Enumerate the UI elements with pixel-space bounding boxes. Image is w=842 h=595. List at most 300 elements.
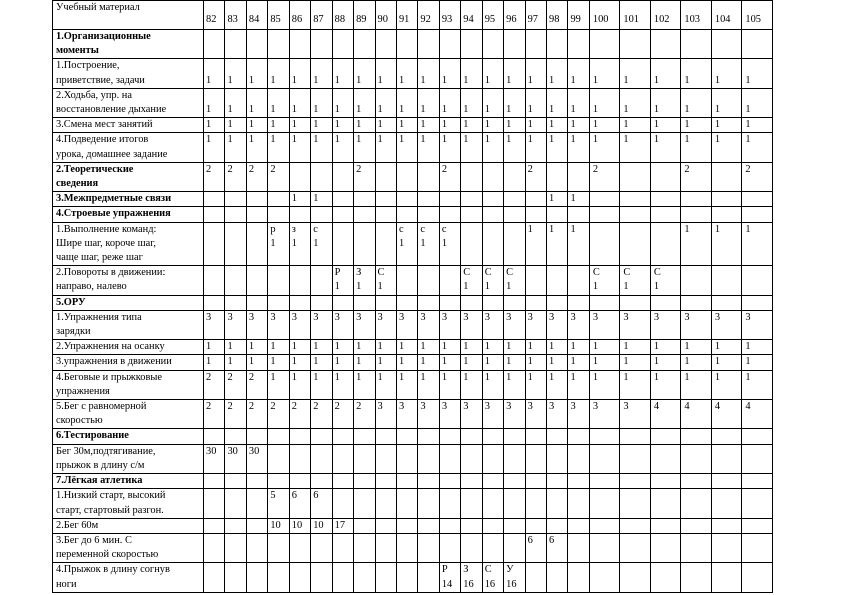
lesson-number: 85 [268, 1, 289, 30]
table-cell: 3 [568, 310, 589, 339]
table-cell: С 1 [375, 266, 396, 295]
table-cell: 1 [311, 355, 332, 370]
table-cell [332, 489, 353, 518]
table-cell: 2 [439, 162, 460, 191]
table-cell: 6 [525, 533, 546, 562]
table-cell: 1 [289, 118, 310, 133]
table-cell [461, 295, 482, 310]
table-cell [504, 295, 525, 310]
table-cell: 1 [711, 370, 742, 399]
table-cell: 3 [439, 310, 460, 339]
table-cell [620, 518, 651, 533]
table-cell: 1 [354, 88, 375, 117]
table-cell [711, 207, 742, 222]
table-cell: С 1 [504, 266, 525, 295]
table-cell: 3 [396, 310, 417, 339]
table-cell: 1 [681, 59, 712, 88]
table-cell: 1 [375, 118, 396, 133]
table-cell: с 1 [311, 222, 332, 266]
table-cell: 1 [547, 370, 568, 399]
table-cell [711, 444, 742, 473]
table-cell [742, 30, 773, 59]
table-cell: 2 [204, 370, 225, 399]
table-cell: 1 [332, 340, 353, 355]
table-cell [620, 429, 651, 444]
table-cell: 1 [375, 355, 396, 370]
table-cell [375, 429, 396, 444]
lesson-number: 104 [711, 1, 742, 30]
table-cell: 1 [711, 340, 742, 355]
section-row [53, 192, 773, 207]
table-cell: 1 [589, 59, 620, 88]
table-cell: 1 [681, 340, 712, 355]
table-cell: 1 [547, 88, 568, 117]
table-cell [482, 295, 503, 310]
table-cell [589, 222, 620, 266]
table-cell [332, 474, 353, 489]
table-cell: 1 [461, 118, 482, 133]
table-cell [650, 192, 681, 207]
table-cell: 2 [225, 400, 246, 429]
table-row [53, 518, 773, 533]
table-cell: 1 [620, 59, 651, 88]
table-row [53, 444, 773, 473]
table-cell: 1 [268, 59, 289, 88]
table-cell: 1 [461, 370, 482, 399]
row-label: 2.Упражнения на осанку [53, 340, 204, 355]
table-cell [311, 429, 332, 444]
table-cell: 1 [289, 88, 310, 117]
table-cell: 10 [289, 518, 310, 533]
table-cell [311, 207, 332, 222]
lesson-number: 95 [482, 1, 503, 30]
table-cell: 3 [246, 310, 267, 339]
table-cell: 1 [525, 133, 546, 162]
table-cell [650, 429, 681, 444]
table-cell: 1 [375, 370, 396, 399]
table-cell: 3 [225, 310, 246, 339]
table-cell [375, 474, 396, 489]
table-cell: 1 [396, 355, 417, 370]
table-cell: С 16 [482, 563, 503, 592]
table-cell [547, 266, 568, 295]
table-cell [246, 207, 267, 222]
table-cell [354, 533, 375, 562]
table-cell [332, 30, 353, 59]
table-cell: 30 [246, 444, 267, 473]
table-cell [204, 518, 225, 533]
table-cell [332, 444, 353, 473]
table-cell [620, 489, 651, 518]
table-cell [396, 518, 417, 533]
row-label: Бег 30м,подтягивание, прыжок в длину с/м [53, 444, 204, 473]
table-cell [504, 30, 525, 59]
table-cell: 1 [742, 59, 773, 88]
table-cell: 3 [482, 310, 503, 339]
table-cell [589, 429, 620, 444]
table-cell [650, 30, 681, 59]
table-cell [461, 474, 482, 489]
table-cell: 3 [589, 400, 620, 429]
table-cell [225, 489, 246, 518]
table-cell [289, 30, 310, 59]
table-cell [589, 192, 620, 207]
table-cell: 1 [620, 88, 651, 117]
table-cell [396, 533, 417, 562]
table-cell: 1 [439, 118, 460, 133]
table-cell [268, 207, 289, 222]
table-row [53, 563, 773, 592]
table-cell [589, 489, 620, 518]
table-cell: 3 [525, 400, 546, 429]
table-cell: 1 [650, 370, 681, 399]
table-cell [396, 295, 417, 310]
table-cell [418, 518, 439, 533]
lesson-number: 103 [681, 1, 712, 30]
table-cell: 3 [547, 310, 568, 339]
lesson-number: 93 [439, 1, 460, 30]
table-cell [289, 162, 310, 191]
table-row [53, 222, 773, 266]
table-cell: 1 [547, 192, 568, 207]
table-cell [589, 444, 620, 473]
table-cell [461, 518, 482, 533]
table-cell: 3 [711, 310, 742, 339]
table-cell [620, 222, 651, 266]
lesson-number: 88 [332, 1, 353, 30]
table-cell [681, 207, 712, 222]
table-cell [620, 444, 651, 473]
table-cell: 1 [568, 192, 589, 207]
table-cell [547, 429, 568, 444]
table-cell: 1 [568, 133, 589, 162]
table-cell [589, 295, 620, 310]
table-cell: 1 [311, 370, 332, 399]
lesson-number: 83 [225, 1, 246, 30]
table-cell: 1 [311, 340, 332, 355]
table-cell [589, 518, 620, 533]
table-cell: 1 [504, 370, 525, 399]
table-cell: 1 [311, 59, 332, 88]
table-cell: 1 [504, 133, 525, 162]
section-label: 3.Межпредметные связи [53, 192, 204, 207]
table-cell: 2 [225, 162, 246, 191]
table-cell: 3 [311, 310, 332, 339]
table-cell: З 1 [354, 266, 375, 295]
table-cell [375, 533, 396, 562]
table-cell [742, 192, 773, 207]
table-cell [396, 563, 417, 592]
table-cell: 1 [418, 355, 439, 370]
table-cell: Р 14 [439, 563, 460, 592]
row-label: 1.Упражнения типа зарядки [53, 310, 204, 339]
table-cell [439, 518, 460, 533]
table-cell [742, 266, 773, 295]
table-cell [354, 30, 375, 59]
lesson-number: 92 [418, 1, 439, 30]
table-cell [289, 444, 310, 473]
table-cell [332, 533, 353, 562]
table-cell: 3 [525, 310, 546, 339]
table-cell: 1 [525, 370, 546, 399]
table-cell [482, 162, 503, 191]
section-label: 5.ОРУ [53, 295, 204, 310]
table-cell: 2 [204, 162, 225, 191]
table-cell: 3 [547, 400, 568, 429]
table-cell [620, 563, 651, 592]
table-cell [246, 533, 267, 562]
table-cell: 1 [620, 370, 651, 399]
table-cell [246, 30, 267, 59]
table-cell [589, 563, 620, 592]
table-cell [681, 295, 712, 310]
table-cell: 3 [375, 400, 396, 429]
table-cell [504, 474, 525, 489]
section-row [53, 162, 773, 191]
table-cell [681, 192, 712, 207]
table-cell: 4 [681, 400, 712, 429]
section-row [53, 429, 773, 444]
table-cell: 1 [742, 222, 773, 266]
table-cell: 1 [311, 88, 332, 117]
table-cell: 1 [620, 355, 651, 370]
table-cell: 1 [246, 133, 267, 162]
table-cell: 1 [568, 340, 589, 355]
table-cell [311, 474, 332, 489]
table-cell [204, 429, 225, 444]
table-cell [268, 192, 289, 207]
table-cell: 1 [711, 355, 742, 370]
table-cell: 1 [461, 355, 482, 370]
table-cell [268, 266, 289, 295]
table-cell [742, 295, 773, 310]
table-cell: 2 [268, 162, 289, 191]
table-cell: 1 [681, 222, 712, 266]
table-cell [354, 429, 375, 444]
table-cell [375, 30, 396, 59]
table-cell [620, 30, 651, 59]
table-cell: 2 [311, 400, 332, 429]
table-cell [439, 533, 460, 562]
table-cell [547, 444, 568, 473]
table-cell: 1 [742, 88, 773, 117]
table-cell: 1 [482, 88, 503, 117]
table-cell: 1 [461, 133, 482, 162]
table-cell [418, 444, 439, 473]
table-cell: 2 [681, 162, 712, 191]
table-cell [354, 563, 375, 592]
table-cell [225, 30, 246, 59]
table-cell: 1 [650, 88, 681, 117]
lesson-number: 97 [525, 1, 546, 30]
lesson-number: 91 [396, 1, 417, 30]
table-cell [742, 474, 773, 489]
table-cell [620, 162, 651, 191]
table-cell [547, 518, 568, 533]
table-cell [396, 162, 417, 191]
section-row [53, 295, 773, 310]
table-cell [375, 162, 396, 191]
table-cell [650, 295, 681, 310]
table-cell [418, 295, 439, 310]
table-cell: 1 [568, 222, 589, 266]
table-cell: С 1 [482, 266, 503, 295]
table-cell: 1 [461, 59, 482, 88]
table-cell [311, 533, 332, 562]
row-label: 3.Бег до 6 мин. С переменной скоростью [53, 533, 204, 562]
table-cell [354, 444, 375, 473]
table-cell: 3 [742, 310, 773, 339]
table-cell: 1 [311, 118, 332, 133]
table-cell [568, 429, 589, 444]
table-cell: 1 [354, 355, 375, 370]
table-cell [504, 518, 525, 533]
table-cell: 4 [711, 400, 742, 429]
table-cell: 1 [547, 133, 568, 162]
lesson-number: 82 [204, 1, 225, 30]
table-cell: 1 [375, 340, 396, 355]
table-cell [246, 563, 267, 592]
table-cell: р 1 [268, 222, 289, 266]
table-cell: 1 [589, 118, 620, 133]
table-cell [439, 266, 460, 295]
table-cell [225, 533, 246, 562]
table-cell: 1 [711, 118, 742, 133]
table-cell [525, 295, 546, 310]
table-cell: 1 [289, 192, 310, 207]
table-cell: 1 [289, 133, 310, 162]
table-cell: 1 [332, 59, 353, 88]
table-cell [268, 474, 289, 489]
table-cell [246, 489, 267, 518]
table-cell: 3 [418, 310, 439, 339]
table-cell [204, 489, 225, 518]
table-cell [204, 563, 225, 592]
table-cell [418, 207, 439, 222]
table-cell: 3 [461, 310, 482, 339]
table-cell [439, 207, 460, 222]
table-cell: 1 [332, 370, 353, 399]
table-cell: 1 [246, 355, 267, 370]
lesson-number: 96 [504, 1, 525, 30]
table-cell: 1 [568, 118, 589, 133]
table-cell: 3 [568, 400, 589, 429]
table-cell [547, 474, 568, 489]
table-cell [681, 489, 712, 518]
table-cell [711, 30, 742, 59]
table-cell [439, 429, 460, 444]
table-cell [711, 518, 742, 533]
table-cell: 1 [268, 118, 289, 133]
table-cell: 1 [246, 118, 267, 133]
table-cell [268, 563, 289, 592]
row-label: 1.Выполнение команд: Шире шаг, короче шаг, чаще шаг, реже шаг [53, 222, 204, 266]
table-cell [354, 192, 375, 207]
table-cell: 1 [439, 133, 460, 162]
table-cell [418, 563, 439, 592]
section-row [53, 474, 773, 489]
table-cell: 1 [482, 340, 503, 355]
table-cell: 3 [504, 310, 525, 339]
table-cell [246, 192, 267, 207]
table-cell [375, 295, 396, 310]
table-cell [650, 207, 681, 222]
table-cell [742, 489, 773, 518]
table-cell [568, 533, 589, 562]
table-cell [742, 563, 773, 592]
table-cell [225, 266, 246, 295]
table-cell [589, 30, 620, 59]
table-cell [396, 429, 417, 444]
table-cell [354, 222, 375, 266]
table-cell [681, 563, 712, 592]
table-cell: 1 [396, 118, 417, 133]
table-cell [289, 474, 310, 489]
table-cell [396, 207, 417, 222]
table-cell: 1 [504, 118, 525, 133]
table-cell: 2 [225, 370, 246, 399]
table-cell: 3 [620, 400, 651, 429]
table-cell: 1 [568, 370, 589, 399]
table-cell: 2 [354, 400, 375, 429]
table-row [53, 133, 773, 162]
table-cell: 1 [418, 59, 439, 88]
table-cell: 1 [289, 59, 310, 88]
table-cell: 1 [589, 133, 620, 162]
table-cell: 2 [589, 162, 620, 191]
table-cell [461, 533, 482, 562]
table-row [53, 59, 773, 88]
table-cell: 3 [204, 310, 225, 339]
table-cell [461, 207, 482, 222]
table-cell: 1 [568, 88, 589, 117]
row-label: 2.Повороты в движении: направо, налево [53, 266, 204, 295]
table-cell [681, 518, 712, 533]
table-cell: У 16 [504, 563, 525, 592]
table-cell: 1 [620, 340, 651, 355]
table-cell [246, 518, 267, 533]
table-cell [246, 222, 267, 266]
table-cell [375, 489, 396, 518]
table-cell [332, 192, 353, 207]
table-cell [311, 444, 332, 473]
table-cell [620, 295, 651, 310]
table-cell [461, 162, 482, 191]
table-cell: 1 [354, 370, 375, 399]
lesson-number: 98 [547, 1, 568, 30]
table-cell [311, 30, 332, 59]
table-cell: 1 [547, 355, 568, 370]
table-cell: 6 [289, 489, 310, 518]
table-cell: 2 [354, 162, 375, 191]
table-cell [418, 162, 439, 191]
table-cell: 2 [525, 162, 546, 191]
table-cell [547, 207, 568, 222]
table-cell [225, 222, 246, 266]
table-cell: 1 [589, 340, 620, 355]
table-cell: 1 [439, 355, 460, 370]
table-cell: 1 [332, 88, 353, 117]
lesson-plan-table [52, 0, 773, 593]
table-cell: 1 [418, 370, 439, 399]
table-cell: 1 [396, 59, 417, 88]
table-cell [504, 444, 525, 473]
table-cell [418, 192, 439, 207]
table-cell: 2 [742, 162, 773, 191]
table-cell: 1 [504, 340, 525, 355]
table-cell [332, 563, 353, 592]
table-cell [289, 533, 310, 562]
